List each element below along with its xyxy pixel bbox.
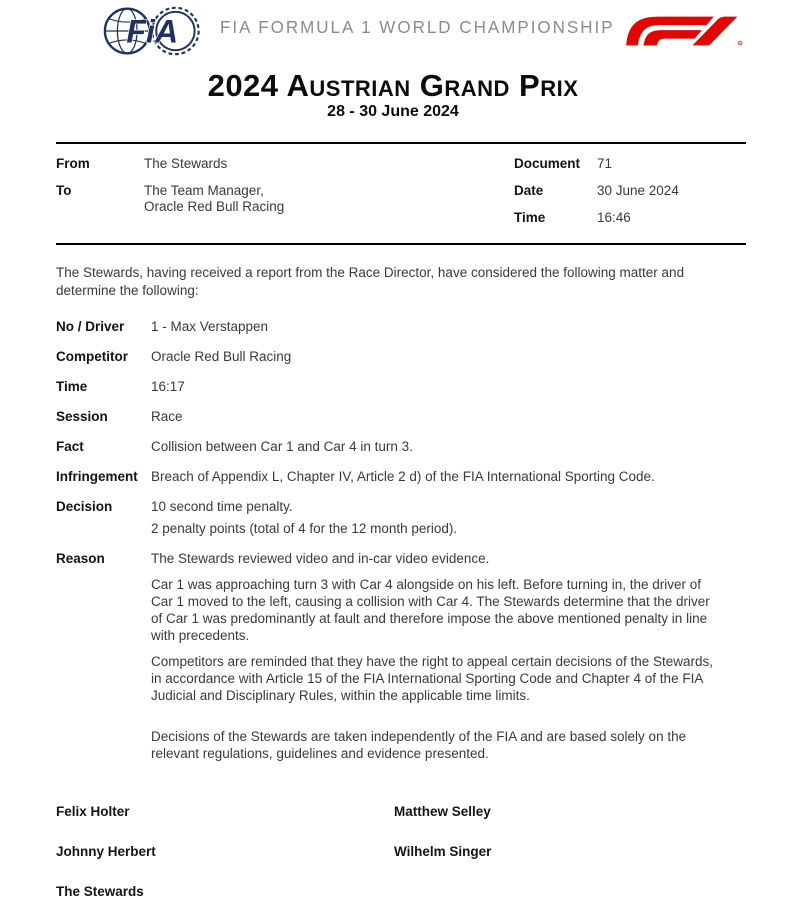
fact-label: Fact — [56, 439, 84, 454]
svg-text:R: R — [738, 41, 741, 46]
decision-line-2: 2 penalty points (total of 4 for the 12 month period). — [151, 521, 458, 536]
meta-date-row — [514, 183, 746, 199]
competitor-label: Competitor — [56, 349, 128, 364]
date-label: Date — [514, 183, 544, 198]
date-value: 30 June 2024 — [597, 183, 679, 198]
time-detail-label: Time — [56, 379, 88, 394]
signature-name: Wilhelm Singer — [394, 844, 492, 859]
meta-from-row — [56, 156, 514, 172]
reason-paragraph-1: The Stewards reviewed video and in-car video evidence. — [151, 551, 490, 566]
meta-time-row — [514, 210, 746, 226]
from-label: From — [56, 156, 90, 171]
championship-title: FIA FORMULA 1 WORLD CHAMPIONSHIP — [220, 17, 615, 38]
session-label: Session — [56, 409, 108, 424]
reason-paragraph-2: Car 1 was approaching turn 3 with Car 4 alongside on his left. Before turning in, the driver of Car 1 moved to the left, causing a collision with Car 4. The Stewards determine that the driver of Car 1 was predominantly at fault and therefore impose the above mentioned penalty in line with precedents. — [151, 577, 710, 643]
decision-value — [151, 498, 746, 537]
reason-note-paragraph: Decisions of the Stewards are taken independently of the FIA and are based solely on the relevant regulations, guidelines and evidence presented. — [151, 729, 687, 761]
detail-row-reason — [56, 550, 746, 762]
from-value: The Stewards — [144, 156, 228, 171]
reason-value — [151, 550, 746, 762]
decision-line-1: 10 second time penalty. — [151, 499, 293, 514]
to-value-line2: Oracle Red Bull Racing — [144, 199, 285, 214]
detail-row-fact — [56, 438, 746, 455]
document-label: Document — [514, 156, 581, 171]
fact-value: Collision between Car 1 and Car 4 in turn 3. — [151, 439, 413, 454]
time-value: 16:46 — [597, 210, 631, 225]
decision-details — [56, 318, 746, 762]
detail-row-session — [56, 408, 746, 425]
driver-value: 1 - Max Verstappen — [151, 319, 269, 334]
reason-paragraph-3: Competitors are reminded that they have the right to appeal certain decisions of the Stewards, in accordance with Article 15 of the FIA International Sporting Code and Chapter 4 of the FIA Judicial and Disciplinary Rules, within the applicable time limits. — [151, 654, 714, 703]
stewards-footer-label: The Stewards — [56, 884, 144, 899]
fia-logo-icon — [98, 6, 210, 56]
time-label: Time — [514, 210, 546, 225]
session-value: Race — [151, 409, 183, 424]
infringement-label: Infringement — [56, 469, 138, 484]
reason-label: Reason — [56, 551, 105, 566]
detail-row-infringement — [56, 468, 746, 485]
document-meta — [56, 142, 746, 245]
intro-paragraph: The Stewards, having received a report from the Race Director, have considered the following matter and determine the following: — [56, 265, 685, 298]
signature-name: Felix Holter — [56, 804, 130, 819]
signatures — [56, 804, 746, 860]
f1-logo-icon — [625, 14, 743, 48]
to-value — [144, 183, 284, 215]
event-dates: 28 - 30 June 2024 — [327, 103, 459, 120]
detail-row-competitor — [56, 348, 746, 365]
document-number: 71 — [597, 156, 613, 171]
time-detail-value: 16:17 — [151, 379, 185, 394]
detail-row-time — [56, 378, 746, 395]
event-title: 2024 Austrian Grand Prix — [207, 68, 579, 103]
decision-label: Decision — [56, 499, 113, 514]
detail-row-driver — [56, 318, 746, 335]
to-label: To — [56, 183, 72, 198]
infringement-value: Breach of Appendix L, Chapter IV, Article 2 d) of the FIA International Sporting Code. — [151, 469, 655, 484]
detail-row-decision — [56, 498, 746, 537]
meta-document-row — [514, 156, 746, 172]
signature-name: Matthew Selley — [394, 804, 491, 819]
to-value-line1: The Team Manager, — [144, 183, 264, 198]
svg-text:FiA: FiA — [126, 13, 179, 50]
document-header — [0, 0, 786, 56]
driver-label: No / Driver — [56, 319, 125, 334]
meta-to-row — [56, 183, 514, 215]
signature-name: Johnny Herbert — [56, 844, 156, 859]
competitor-value: Oracle Red Bull Racing — [151, 349, 292, 364]
